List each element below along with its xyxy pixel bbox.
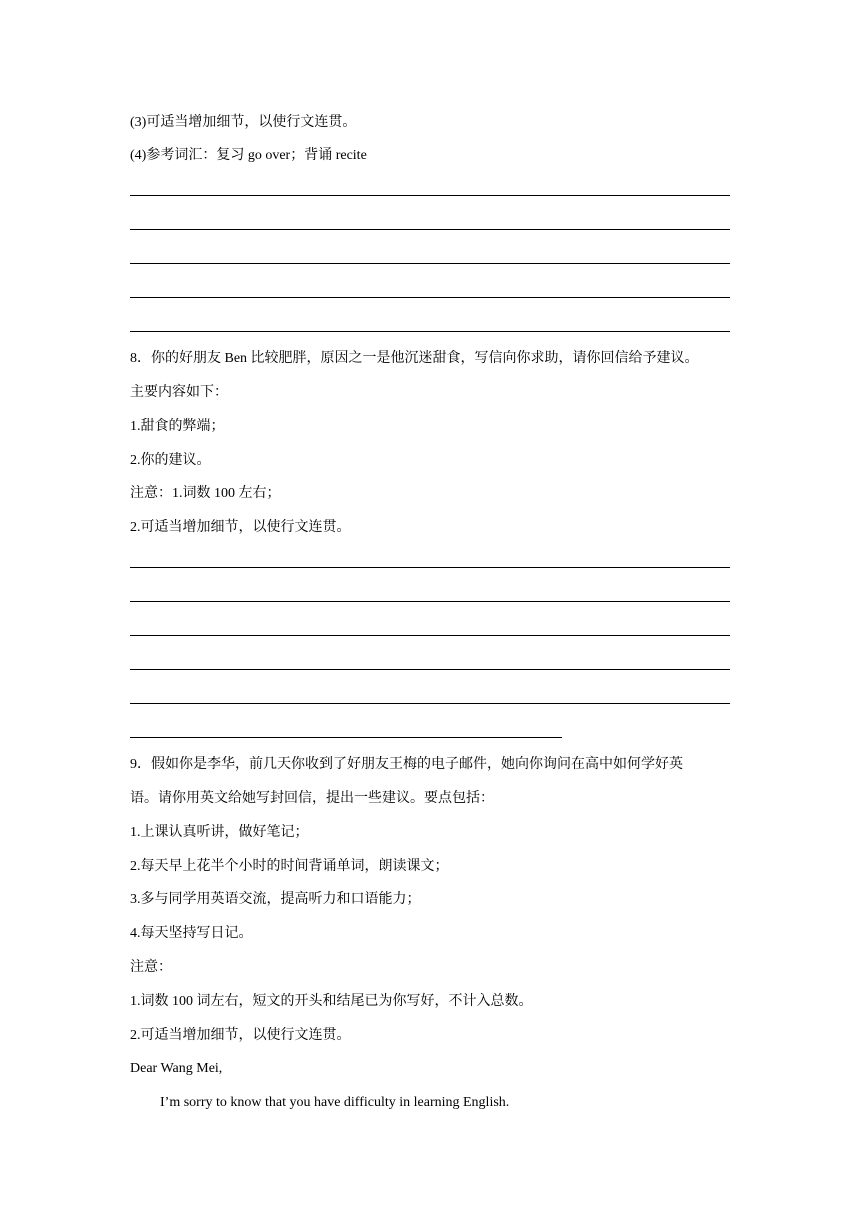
question-9-point-3: 3.多与同学用英语交流，提高听力和口语能力；: [130, 892, 421, 907]
answer-line[interactable]: [130, 737, 562, 738]
question-8-note-2: 2.可适当增加细节，以使行文连贯。: [130, 520, 351, 535]
question-8-point-1: 1.甜食的弊端；: [130, 419, 225, 434]
answer-line[interactable]: [130, 635, 730, 636]
question-8-note-1: 注意：1.词数 100 左右；: [130, 486, 281, 501]
question-9-note-2: 2.可适当增加细节，以使行文连贯。: [130, 1028, 351, 1043]
question-8-intro: 主要内容如下：: [130, 385, 228, 400]
answer-line[interactable]: [130, 263, 730, 264]
letter-opening-sentence: I’m sorry to know that you have difficulty in learning English.: [160, 1095, 510, 1110]
question-9-point-2: 2.每天早上花半个小时的时间背诵单词，朗读课文；: [130, 859, 449, 874]
question-8-point-2: 2.你的建议。: [130, 453, 211, 468]
requirement-3: (3)可适当增加细节，以使行文连贯。: [130, 115, 357, 130]
requirement-4-vocabulary: (4)参考词汇：复习 go over；背诵 recite: [130, 148, 367, 163]
answer-line[interactable]: [130, 229, 730, 230]
question-9-point-4: 4.每天坚持写日记。: [130, 926, 253, 941]
answer-line[interactable]: [130, 297, 730, 298]
answer-line[interactable]: [130, 567, 730, 568]
answer-line[interactable]: [130, 669, 730, 670]
question-9-note-label: 注意：: [130, 960, 172, 975]
question-9-point-1: 1.上课认真听讲，做好笔记；: [130, 825, 309, 840]
question-9-note-1: 1.词数 100 词左右，短文的开头和结尾已为你写好，不计入总数。: [130, 994, 533, 1009]
answer-line[interactable]: [130, 703, 730, 704]
answer-line[interactable]: [130, 601, 730, 602]
question-9-prompt-line-2: 语。请你用英文给她写封回信，提出一些建议。要点包括：: [130, 791, 494, 806]
answer-line[interactable]: [130, 331, 730, 332]
answer-line[interactable]: [130, 195, 730, 196]
question-9-prompt-line-1: 9．假如你是李华，前几天你收到了好朋友王梅的电子邮件，她向你询问在高中如何学好英: [130, 757, 683, 772]
question-8-prompt: 8．你的好朋友 Ben 比较肥胖，原因之一是他沉迷甜食，写信向你求助，请你回信给予建议。: [130, 351, 699, 366]
letter-salutation: Dear Wang Mei,: [130, 1061, 223, 1076]
